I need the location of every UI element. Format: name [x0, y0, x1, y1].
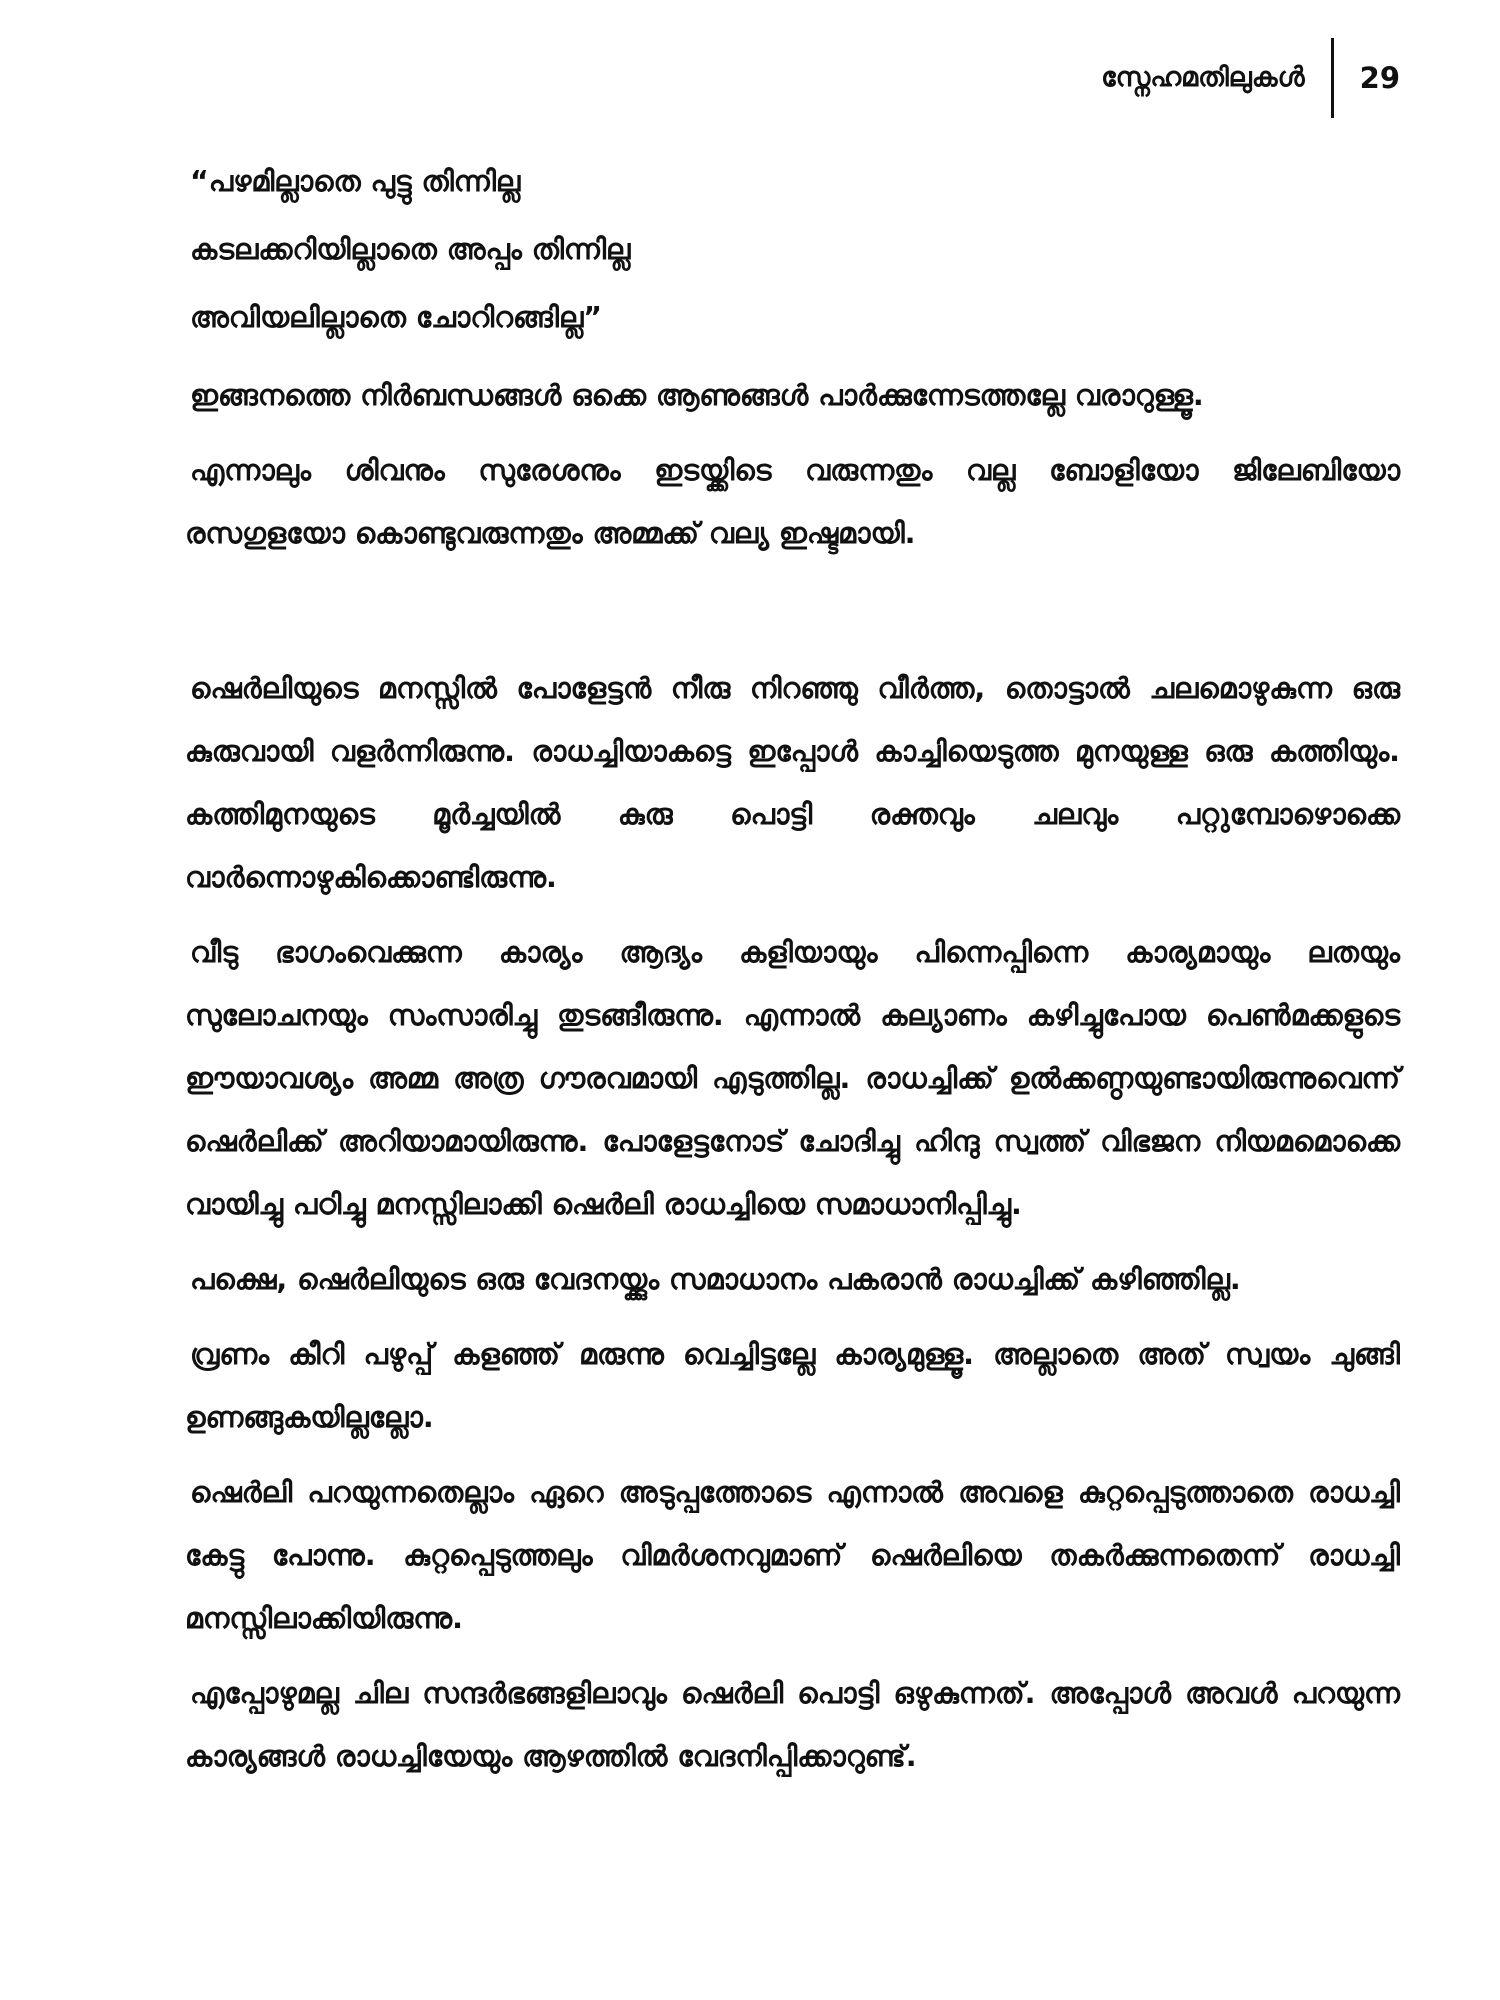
- paragraph: ഷെർലിയുടെ മനസ്സിൽ പോളേട്ടൻ നീരു നിറഞ്ഞു വീർത്ത, തൊട്ടാൽ ചലമൊഴുകുന്ന ഒരു കുരുവായി വളർന്നിരുന്നു. രാധച്ചിയാകട്ടെ ഇപ്പോൾ കാച്ചിയെടുത്ത മുനയുള്ള ഒരു കത്തിയും. കത്തിമുനയുടെ മൂർച്ചയിൽ കുരു പൊട്ടി രക്തവും ചലവും പറ്റുമ്പോഴൊക്കെ വാർന്നൊഴുകിക്കൊണ്ടിരുന്നു.: [185, 672, 1400, 894]
- paragraph: വീടു ഭാഗംവെക്കുന്ന കാര്യം ആദ്യം കളിയായും പിന്നെപ്പിന്നെ കാര്യമായും ലതയും സുലോചനയും സംസാരിച്ചു തുടങ്ങീരുന്നു. എന്നാൽ കല്യാണം കഴിച്ചുപോയ പെൺമക്കളുടെ ഈയാവശ്യം അമ്മ അത്ര ഗൗരവമായി എടുത്തില്ല. രാധച്ചിക്ക് ഉൽക്കണ്ഠയുണ്ടായിരുന്നുവെന്ന് ഷെർലിക്ക് അറിയാമായിരുന്നു. പോളേട്ടനോട് ചോദിച്ചു ഹിന്ദു സ്വത്ത് വിഭജന നിയമമൊക്കെ വായിച്ചു പഠിച്ചു മനസ്സിലാക്കി ഷെർലി രാധച്ചിയെ സമാധാനിപ്പിച്ചു.: [185, 936, 1400, 1221]
- paragraph: വ്രണം കീറി പഴുപ്പ് കളഞ്ഞ് മരുന്നു വെച്ചിട്ടല്ലേ കാര്യമുള്ളൂ. അല്ലാതെ അത് സ്വയം ചുങ്ങി ഉണങ്ങുകയില്ലല്ലോ.: [185, 1338, 1400, 1434]
- verse-line: അവിയലില്ലാതെ ചോറിറങ്ങില്ല”: [190, 301, 603, 334]
- paragraph: എന്നാലും ശിവനും സുരേശനും ഇടയ്ക്കിടെ വരുന്നതും വല്ല ബോളിയോ ജിലേബിയോ രസഗുളയോ കൊണ്ടുവരുന്നതും അമ്മക്ക് വല്യ ഇഷ്ടമായി.: [185, 454, 1400, 550]
- running-header: [1101, 48, 1400, 108]
- paragraph: ഷെർലി പറയുന്നതെല്ലാം ഏറെ അടുപ്പത്തോടെ എന്നാൽ അവളെ കുറ്റപ്പെടുത്താതെ രാധച്ചി കേട്ടു പോന്നു. കുറ്റപ്പെടുത്തലും വിമർശനവുമാണ് ഷെർലിയെ തകർക്കുന്നതെന്ന് രാധച്ചി മനസ്സിലാക്കിയിരുന്നു.: [185, 1476, 1400, 1635]
- paragraph: പക്ഷെ, ഷെർലിയുടെ ഒരു വേദനയ്ക്കും സമാധാനം പകരാൻ രാധച്ചിക്ക് കഴിഞ്ഞില്ല.: [190, 1263, 1241, 1296]
- paragraph: എപ്പോഴുമല്ല ചില സന്ദർഭങ്ങളിലാവും ഷെർലി പൊട്ടി ഒഴുകുന്നത്. അപ്പോൾ അവൾ പറയുന്ന കാര്യങ്ങൾ രാധച്ചിയേയും ആഴത്തിൽ വേദനിപ്പിക്കാറുണ്ട്.: [185, 1677, 1400, 1773]
- chapter-title: സ്നേഹമതിലുകൾ: [1101, 62, 1305, 93]
- paragraph: ഇങ്ങനത്തെ നിർബന്ധങ്ങൾ ഒക്കെ ആണുങ്ങൾ പാർക്കുന്നേടത്തല്ലേ വരാറുള്ളൂ.: [190, 379, 1204, 412]
- verse-line: “പഴമില്ലാതെ പുട്ടു തിന്നില്ല: [190, 165, 521, 198]
- section-break: [185, 565, 1400, 645]
- body-text: [185, 148, 1400, 1788]
- verse-block: [185, 148, 1400, 352]
- verse-line: കടലക്കറിയില്ലാതെ അപ്പം തിന്നില്ല: [190, 233, 631, 266]
- page-number: 29: [1359, 61, 1400, 95]
